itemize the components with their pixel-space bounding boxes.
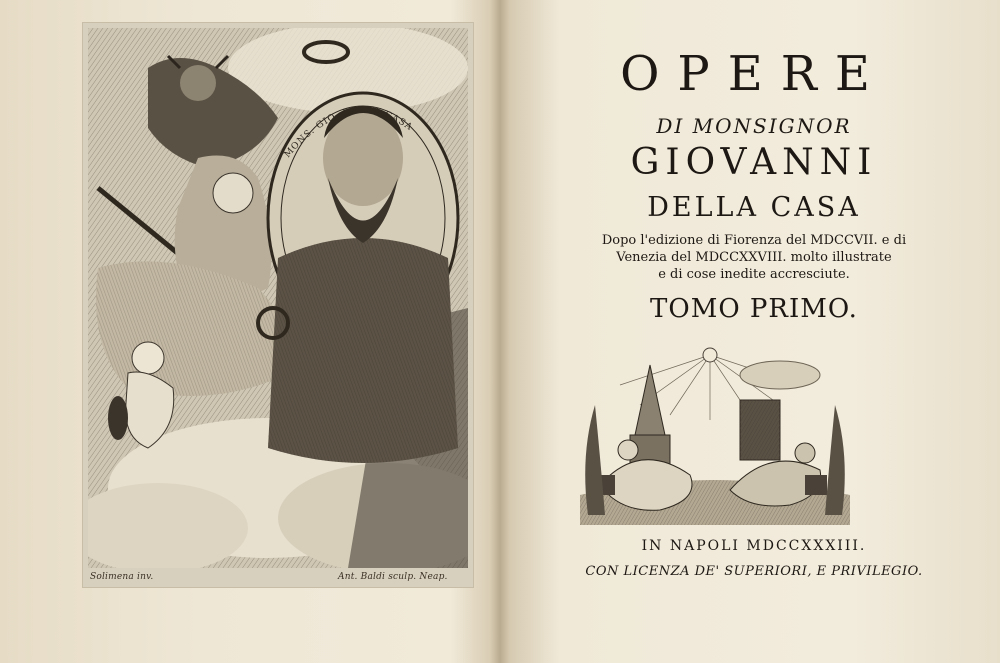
book-title: OPERE [620, 46, 888, 102]
frontispiece-engraving [82, 22, 474, 588]
license-line: CON LICENZA DE' SUPERIORI, E PRIVILEGIO. [585, 564, 923, 579]
medallion-text [88, 28, 468, 568]
svg-text:MONS. GIO. DELLA CASA [283, 106, 414, 160]
title-line-della-casa: DELLA CASA [647, 192, 861, 223]
left-page [0, 0, 496, 663]
imprint-line: IN NAPOLI MDCCXXXIII. [641, 538, 867, 554]
edition-note [544, 232, 964, 283]
edition-note-line: Venezia del MDCCXXVIII. molto illustrate [616, 250, 892, 265]
engraving-credit-left: Solimena inv. [90, 572, 154, 582]
engraving-credit-right: Ant. Baldi sculp. Neap. [338, 572, 448, 582]
title-line-di: DI MONSIGNOR [656, 114, 852, 138]
medallion-inscription: MONS. GIO. DELLA CASA [282, 105, 415, 160]
title-line-giovanni: GIOVANNI [630, 142, 878, 183]
edition-note-line: e di cose inedite accresciute. [658, 267, 850, 282]
edition-note-line: Dopo l'edizione di Fiorenza del MDCCVII. e di [601, 233, 907, 248]
volume-label: TOMO PRIMO. [650, 294, 858, 324]
right-page [504, 0, 1000, 663]
title-vignette [580, 345, 850, 525]
